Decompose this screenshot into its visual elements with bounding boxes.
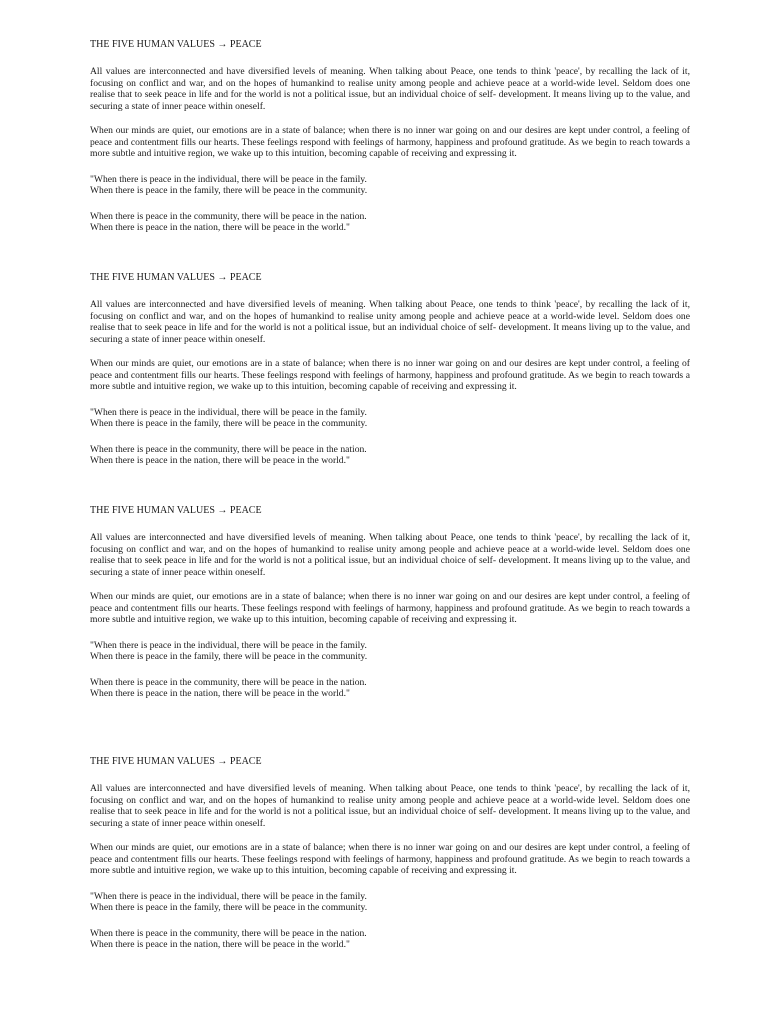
section-title: THE FIVE HUMAN VALUES → PEACE [90, 756, 262, 767]
quote-line: When there is peace in the nation, there will be peace in the world." [90, 939, 350, 950]
section-paragraph-1: All values are interconnected and have diversified levels of meaning. When talking about Peace, one tends to think 'peace', by recalling the lack of it, focusing on conflict and war, and on the hopes of humankind to realise unity among people and achieve peace at a world-wide level. Seldom does one realise that to seek peace in life and for the world is not a political issue, but an individual choice of self- development. It means living up to the value, and securing a state of inner peace within oneself. [90, 532, 690, 578]
quote-line: "When there is peace in the individual, there will be peace in the family. [90, 406, 367, 418]
quote-line: When there is peace in the family, there will be peace in the community. [90, 418, 368, 429]
quote-line: When there is peace in the community, there will be peace in the nation. [90, 443, 367, 455]
section-paragraph-2: When our minds are quiet, our emotions are in a state of balance; when there is no inner war going on and our desires are kept under control, a feeling of peace and contentment fills our hearts. These feelings respond with feelings of harmony, happiness and profound gratitude. As we begin to reach towards a more subtle and intuitive region, we wake up to this intuition, becoming capable of receiving and expressing it. [90, 125, 690, 159]
quote-line: "When there is peace in the individual, there will be peace in the family. [90, 639, 367, 651]
section-title: THE FIVE HUMAN VALUES → PEACE [90, 39, 262, 50]
peace-section-3 [90, 505, 690, 700]
quote-line: When there is peace in the family, there will be peace in the community. [90, 902, 368, 913]
section-paragraph-2: When our minds are quiet, our emotions are in a state of balance; when there is no inner war going on and our desires are kept under control, a feeling of peace and contentment fills our hearts. These feelings respond with feelings of harmony, happiness and profound gratitude. As we begin to reach towards a more subtle and intuitive region, we wake up to this intuition, becoming capable of receiving and expressing it. [90, 358, 690, 392]
peace-section-2 [90, 272, 690, 467]
quote-line: When there is peace in the nation, there will be peace in the world." [90, 455, 350, 466]
section-paragraph-2: When our minds are quiet, our emotions are in a state of balance; when there is no inner war going on and our desires are kept under control, a feeling of peace and contentment fills our hearts. These feelings respond with feelings of harmony, happiness and profound gratitude. As we begin to reach towards a more subtle and intuitive region, we wake up to this intuition, becoming capable of receiving and expressing it. [90, 591, 690, 625]
peace-section-4 [90, 756, 690, 951]
quote-line: When there is peace in the family, there will be peace in the community. [90, 185, 368, 196]
quote-line: When there is peace in the nation, there will be peace in the world." [90, 688, 350, 699]
quote-line: When there is peace in the community, there will be peace in the nation. [90, 927, 367, 939]
quote-line: When there is peace in the nation, there will be peace in the world." [90, 222, 350, 233]
section-title: THE FIVE HUMAN VALUES → PEACE [90, 505, 262, 516]
quote-line: When there is peace in the family, there will be peace in the community. [90, 651, 368, 662]
section-paragraph-1: All values are interconnected and have diversified levels of meaning. When talking about Peace, one tends to think 'peace', by recalling the lack of it, focusing on conflict and war, and on the hopes of humankind to realise unity among people and achieve peace at a world-wide level. Seldom does one realise that to seek peace in life and for the world is not a political issue, but an individual choice of self- development. It means living up to the value, and securing a state of inner peace within oneself. [90, 783, 690, 829]
quote-line: "When there is peace in the individual, there will be peace in the family. [90, 173, 367, 185]
section-paragraph-1: All values are interconnected and have diversified levels of meaning. When talking about Peace, one tends to think 'peace', by recalling the lack of it, focusing on conflict and war, and on the hopes of humankind to realise unity among people and achieve peace at a world-wide level. Seldom does one realise that to seek peace in life and for the world is not a political issue, but an individual choice of self- development. It means living up to the value, and securing a state of inner peace within oneself. [90, 299, 690, 345]
quote-line: When there is peace in the community, there will be peace in the nation. [90, 210, 367, 222]
quote-line: "When there is peace in the individual, there will be peace in the family. [90, 890, 367, 902]
section-paragraph-2: When our minds are quiet, our emotions are in a state of balance; when there is no inner war going on and our desires are kept under control, a feeling of peace and contentment fills our hearts. These feelings respond with feelings of harmony, happiness and profound gratitude. As we begin to reach towards a more subtle and intuitive region, we wake up to this intuition, becoming capable of receiving and expressing it. [90, 842, 690, 876]
quote-line: When there is peace in the community, there will be peace in the nation. [90, 676, 367, 688]
section-paragraph-1: All values are interconnected and have diversified levels of meaning. When talking about Peace, one tends to think 'peace', by recalling the lack of it, focusing on conflict and war, and on the hopes of humankind to realise unity among people and achieve peace at a world-wide level. Seldom does one realise that to seek peace in life and for the world is not a political issue, but an individual choice of self- development. It means living up to the value, and securing a state of inner peace within oneself. [90, 66, 690, 112]
section-title: THE FIVE HUMAN VALUES → PEACE [90, 272, 262, 283]
peace-section-1 [90, 39, 690, 234]
